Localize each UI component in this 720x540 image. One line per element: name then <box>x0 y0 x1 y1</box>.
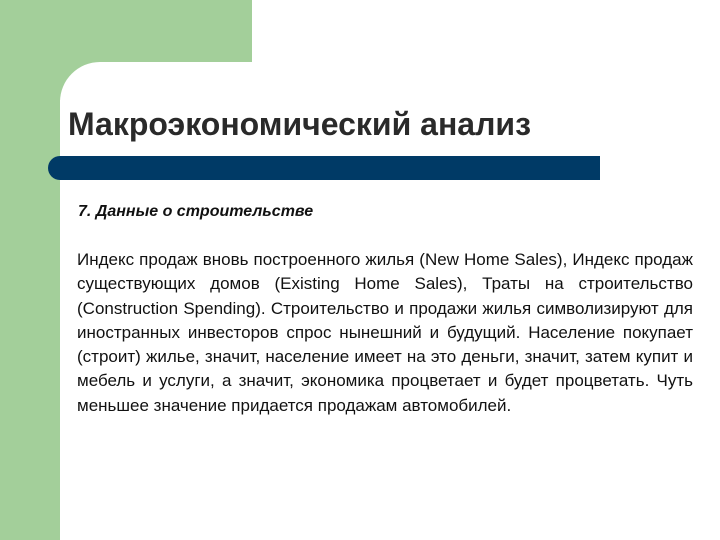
title-underline-bar <box>48 156 600 180</box>
decorative-left-strip <box>0 0 60 540</box>
body-paragraph: Индекс продаж вновь построенного жилья (New Home Sales), Индекс продаж существующих домов (Existing Home Sales), Траты на строительство (Construction Spending). Строительство и продажи жилья символизируют для иностранных инвесторов спрос нынешний и будущий. Население покупает (строит) жилье, значит, население имеет на это деньги, значит, затем купит и мебель и услуги, а значит, экономика процветает и будет процветать. Чуть меньшее значение придается продажам автомобилей. <box>77 250 693 415</box>
slide-title: Макроэкономический анализ <box>68 106 531 142</box>
section-subtitle: 7. Данные о строительстве <box>78 203 314 220</box>
